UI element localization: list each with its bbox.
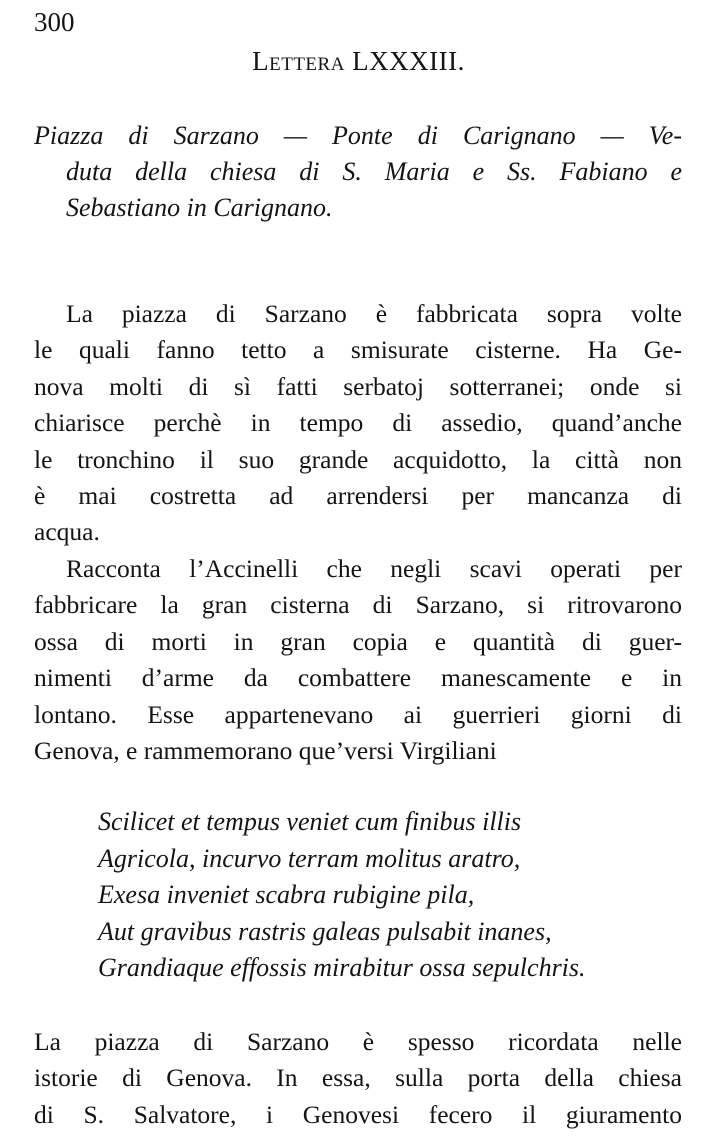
verse-line: Scilicet et tempus veniet cum finibus illis bbox=[98, 807, 522, 836]
text-line: fabbricare la gran cisterna di Sarzano, si ritrovarono bbox=[34, 590, 682, 620]
text-line: le tronchino il suo grande acquidotto, la città non bbox=[34, 444, 682, 474]
text-line: è mai costretta ad arrendersi per mancanza di bbox=[34, 480, 682, 510]
text-line: istorie di Genova. In essa, sulla porta della chiesa bbox=[34, 1063, 682, 1093]
text-line: nimenti d’arme da combattere manescamente e in bbox=[34, 663, 682, 693]
page-number: 300 bbox=[34, 7, 75, 37]
paragraph-1 bbox=[34, 296, 682, 551]
text-line: acqua. bbox=[34, 517, 100, 547]
text-line: Racconta l’Accinelli che negli scavi operati per bbox=[66, 554, 682, 583]
verse-line: Exesa inveniet scabra rubigine pila, bbox=[98, 880, 475, 909]
text-line: Genova, e rammemorano que’versi Virgiliani bbox=[34, 735, 497, 765]
summary-line: Sebastiano in Carignano. bbox=[66, 193, 333, 222]
text-line: La piazza di Sarzano è fabbricata sopra volte bbox=[66, 299, 682, 328]
verse-line: Grandiaque effossis mirabitur ossa sepulchris. bbox=[98, 953, 586, 982]
latin-verse bbox=[98, 804, 586, 987]
text-line: ossa di morti in gran copia e quantità di guer- bbox=[34, 626, 682, 656]
chapter-summary bbox=[34, 118, 682, 226]
verse-line: Agricola, incurvo terram molitus aratro, bbox=[98, 843, 521, 873]
summary-line: Piazza di Sarzano — Ponte di Carignano — Ve- bbox=[34, 121, 682, 150]
paragraph-3 bbox=[34, 1024, 682, 1133]
text-line: chiarisce perchè in tempo di assedio, quand’anche bbox=[34, 408, 682, 438]
verse-line: Aut gravibus rastris galeas pulsabit inanes, bbox=[98, 916, 552, 946]
text-line: nova molti di sì fatti serbatoj sotterranei; onde si bbox=[34, 371, 682, 401]
letter-heading: Lettera LXXXIII. bbox=[252, 46, 465, 76]
text-line: lontano. Esse appartenevano ai guerrieri giorni di bbox=[34, 699, 682, 729]
paragraph-2 bbox=[34, 551, 682, 769]
text-line: di S. Salvatore, i Genovesi fecero il giuramento bbox=[34, 1099, 682, 1129]
summary-line: duta della chiesa di S. Maria e Ss. Fabiano e bbox=[66, 157, 682, 186]
text-line: le quali fanno tetto a smisurate cisterne. Ha Ge- bbox=[34, 335, 682, 365]
text-line: La piazza di Sarzano è spesso ricordata nelle bbox=[34, 1027, 682, 1056]
